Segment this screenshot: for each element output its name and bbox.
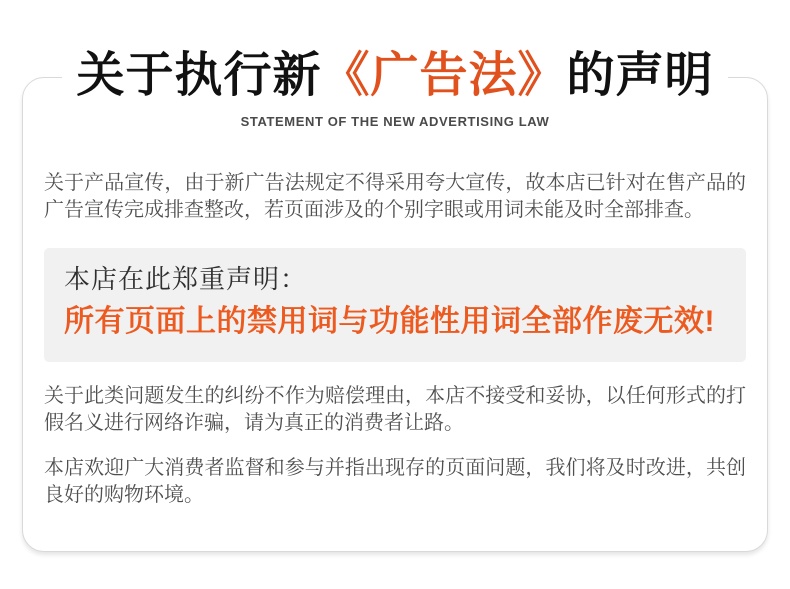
- declaration-statement: 所有页面上的禁用词与功能性用词全部作废无效!: [64, 305, 715, 338]
- page-subtitle: STATEMENT OF THE NEW ADVERTISING LAW: [240, 114, 550, 129]
- title-accent-advertising-law: 《广告法》: [321, 49, 567, 102]
- declaration-box: [44, 248, 746, 362]
- paragraph-consumer-supervision: 本店欢迎广大消费者监督和参与并指出现存的页面问题，我们将及时改进，共创良好的购物环境。: [44, 457, 746, 506]
- page-title: [62, 50, 727, 102]
- title-suffix: 的声明: [566, 49, 714, 102]
- declaration-heading: 本店在此郑重声明：: [64, 264, 308, 294]
- page-title-row: [0, 50, 790, 102]
- paragraph-product-promotion: 关于产品宣传，由于新广告法规定不得采用夸大宣传，故本店已针对在售产品的广告宣传完成排查整改，若页面涉及的个别字眼或用词未能及时全部排查。: [44, 172, 746, 221]
- paragraph-dispute-policy: 关于此类问题发生的纠纷不作为赔偿理由，本店不接受和妥协，以任何形式的打假名义进行网络诈骗，请为真正的消费者让路。: [44, 385, 746, 434]
- title-prefix: 关于执行新: [76, 49, 322, 102]
